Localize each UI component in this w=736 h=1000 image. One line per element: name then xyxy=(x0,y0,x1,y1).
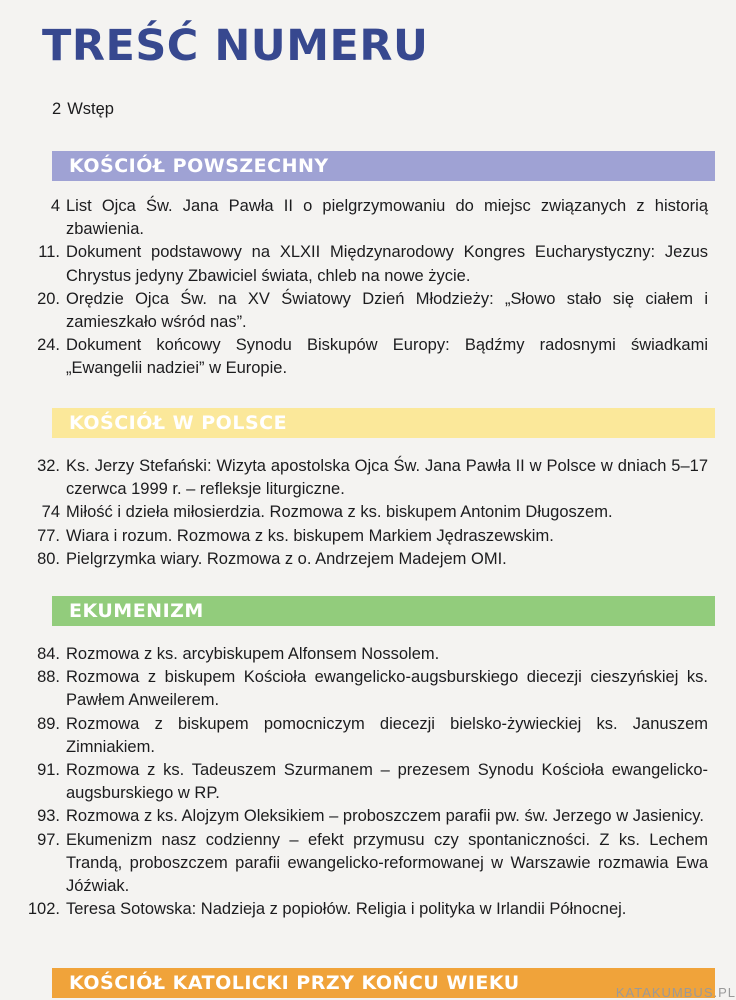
toc-entry-title: Pielgrzymka wiary. Rozmowa z o. Andrzejem Madejem OMI. xyxy=(66,549,507,568)
toc-entry[interactable] xyxy=(0,334,736,380)
toc-page-number: 102. xyxy=(27,900,60,919)
toc-page-number: 77. xyxy=(37,526,60,545)
toc-entry[interactable] xyxy=(0,713,736,759)
toc-entry-title: Rozmowa z biskupem pomocniczym diecezji bielsko-żywieckiej ks. Januszem Zimniakiem. xyxy=(66,714,708,756)
toc-page-number: 74 xyxy=(41,503,60,522)
section-entries-kosciol-w-polsce xyxy=(0,455,736,571)
toc-entry[interactable] xyxy=(0,195,736,241)
section-heading-kosciol-katolicki: KOŚCIÓŁ KATOLICKI PRZY KOŃCU WIEKU xyxy=(52,968,715,998)
toc-page-number: 91. xyxy=(37,761,60,780)
toc-page-number: 4 xyxy=(50,197,60,215)
toc-entry-title: Rozmowa z ks. Tadeuszem Szurmanem – prezesem Synodu Kościoła ewangelicko-augsburskiego w RP. xyxy=(66,761,708,803)
toc-entry[interactable] xyxy=(0,241,736,287)
toc-page-number: 11. xyxy=(38,243,60,262)
toc-entry[interactable] xyxy=(0,829,736,899)
toc-entry[interactable] xyxy=(0,759,736,805)
toc-entry-title: Dokument końcowy Synodu Biskupów Europy: Bądźmy radosnymi świadkami „Ewangelii nadziei” w Europie. xyxy=(66,336,708,378)
intro-page-number: 2 xyxy=(52,100,62,118)
toc-entry[interactable] xyxy=(0,455,736,501)
toc-entry-title: Orędzie Ojca Św. na XV Światowy Dzień Młodzieży: „Słowo stało się ciałem i zamieszkało wśród nas”. xyxy=(66,289,708,332)
toc-page-number: 24. xyxy=(37,336,60,355)
toc-entry[interactable] xyxy=(0,288,736,334)
toc-entry-title: Teresa Sotowska: Nadzieja z popiołów. Religia i polityka w Irlandii Północnej. xyxy=(66,900,627,919)
section-heading-ekumenizm: EKUMENIZM xyxy=(52,596,715,626)
toc-entry-title: Wiara i rozum. Rozmowa z ks. biskupem Markiem Jędraszewskim. xyxy=(66,526,554,545)
toc-entry[interactable] xyxy=(0,501,736,524)
intro-label: Wstęp xyxy=(67,100,114,118)
toc-entry[interactable] xyxy=(0,525,736,548)
toc-page-number: 20. xyxy=(37,289,60,308)
toc-page-number: 97. xyxy=(37,830,60,849)
toc-entry-title: Miłość i dzieła miłosierdzia. Rozmowa z ks. biskupem Antonim Długoszem. xyxy=(66,503,613,522)
section-heading-kosciol-powszechny: KOŚCIÓŁ POWSZECHNY xyxy=(52,151,715,181)
toc-entry-title: Ekumenizm nasz codzienny – efekt przymusu czy spontaniczności. Z ks. Lechem Trandą, proboszczem parafii ewangelicko-reformowanej w Warszawie rozmawia Ewa Jóźwiak. xyxy=(66,830,708,896)
toc-entry-title: Rozmowa z ks. arcybiskupem Alfonsem Nossolem. xyxy=(66,645,440,663)
toc-entry-title: Dokument podstawowy na XLXII Międzynarodowy Kongres Eucharystyczny: Jezus Chrystus jedyny Zbawiciel świata, chleb na nowe życie. xyxy=(66,243,708,285)
toc-page-number: 80. xyxy=(37,549,60,568)
toc-entry[interactable] xyxy=(0,898,736,921)
toc-page-number: 93. xyxy=(37,807,60,826)
toc-page-number: 88. xyxy=(37,668,60,687)
toc-entry-title: Ks. Jerzy Stefański: Wizyta apostolska Ojca Św. Jana Pawła II w Polsce w dniach 5–17 czerwca 1999 r. – refleksje liturgiczne. xyxy=(66,457,708,499)
toc-entry-title: List Ojca Św. Jana Pawła II o pielgrzymowaniu do miejsc związanych z historią zbawienia. xyxy=(66,197,708,239)
toc-entry-title: Rozmowa z biskupem Kościoła ewangelicko-augsburskiego diecezji cieszyńskiej ks. Pawłem Anweilerem. xyxy=(66,668,708,710)
toc-entry[interactable] xyxy=(0,805,736,828)
section-entries-ekumenizm xyxy=(0,643,736,921)
toc-page-number: 84. xyxy=(37,645,60,663)
toc-page-number: 89. xyxy=(37,714,60,733)
page-title: TREŚĆ NUMERU xyxy=(42,21,429,71)
toc-entry-title: Rozmowa z ks. Alojzym Oleksikiem – proboszczem parafii pw. św. Jerzego w Jasienicy. xyxy=(66,807,704,826)
toc-entry[interactable] xyxy=(0,666,736,712)
intro-entry[interactable] xyxy=(52,98,114,120)
toc-entry[interactable] xyxy=(0,548,736,571)
section-heading-kosciol-w-polsce: KOŚCIÓŁ W POLSCE xyxy=(52,408,715,438)
section-entries-kosciol-powszechny xyxy=(0,195,736,381)
toc-entry[interactable] xyxy=(0,643,736,666)
toc-page-number: 32. xyxy=(37,457,60,475)
watermark: KATAKUMBUS.PL xyxy=(615,985,736,1000)
